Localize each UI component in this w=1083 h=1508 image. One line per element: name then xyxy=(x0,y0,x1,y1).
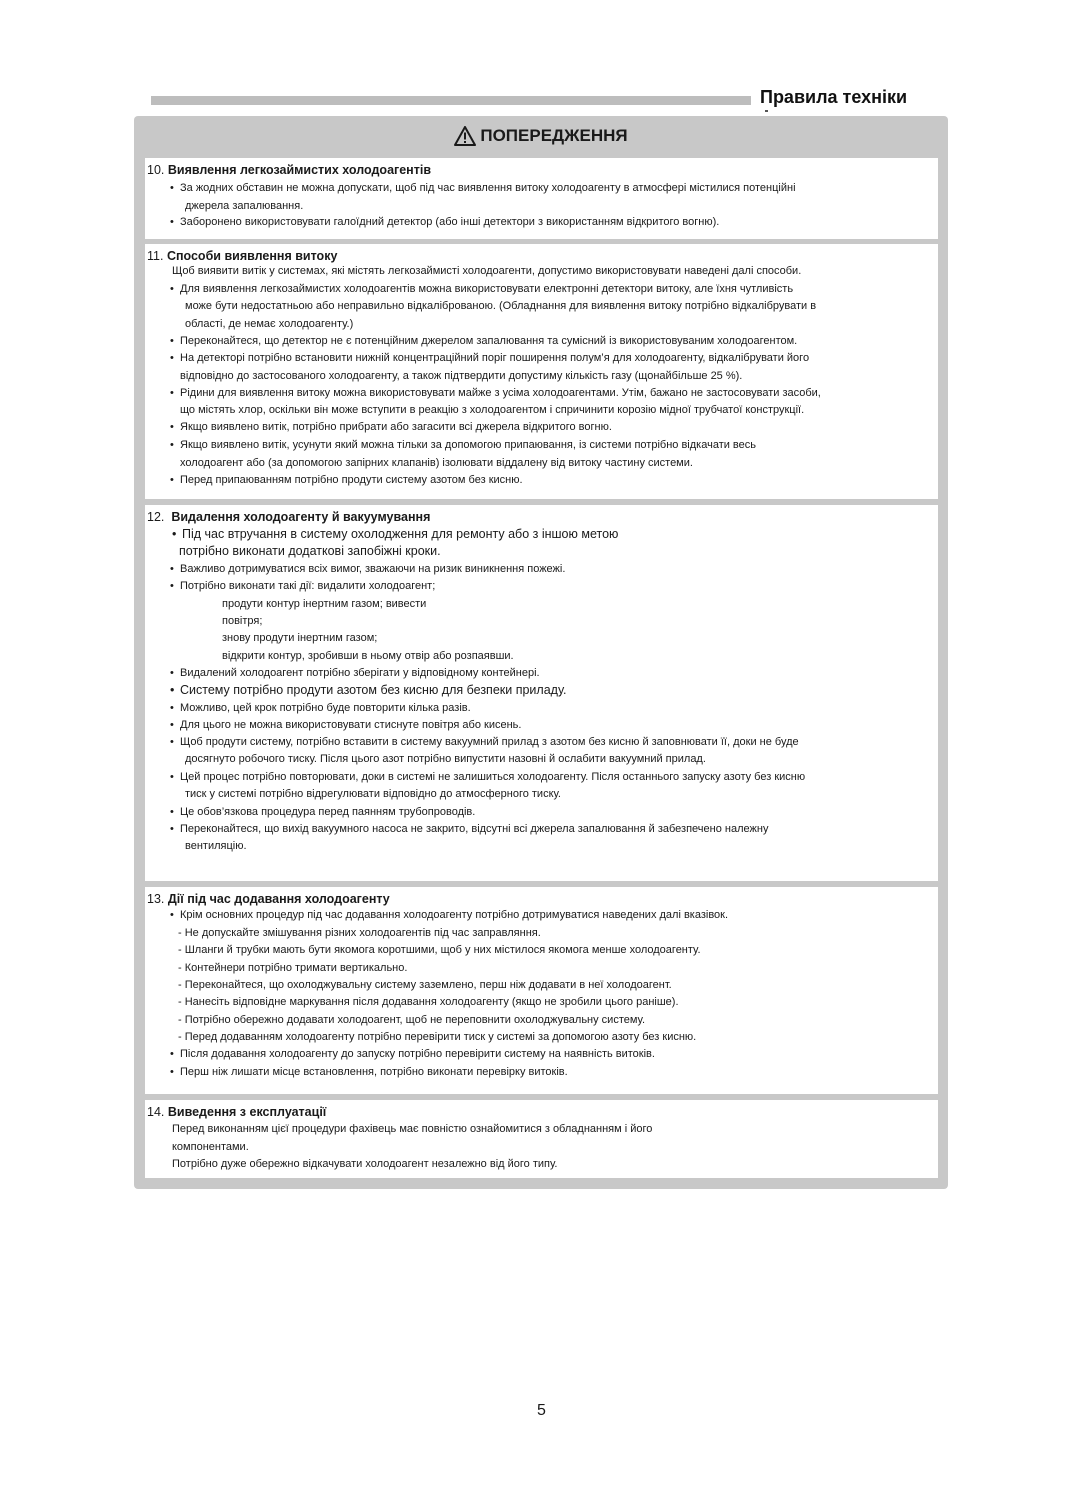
list-item-cont: джерела запалювання. xyxy=(185,200,304,212)
warning-title-text: ПОПЕРЕДЖЕННЯ xyxy=(480,126,628,145)
list-item: • Видалений холодоагент потрібно зберігати у відповідному контейнері. xyxy=(170,667,540,679)
list-item: • Якщо виявлено витік, усунути який можна тільки за допомогою припаювання, із системи потрібно відкачати весь xyxy=(170,439,757,451)
section-10 xyxy=(145,158,938,239)
list-item: • Якщо виявлено витік, потрібно прибрати або загасити всі джерела відкритого вогню. xyxy=(170,421,612,433)
list-item: • Перш ніж лишати місце встановлення, потрібно виконати перевірку витоків. xyxy=(170,1066,568,1078)
list-item: • Це обов’язкова процедура перед паянням трубопроводів. xyxy=(170,806,476,818)
sub-item: - Контейнери потрібно тримати вертикально. xyxy=(178,962,408,974)
header-title: Правила техніки xyxy=(760,87,908,107)
section-12 xyxy=(145,505,938,881)
list-item-cont: вентиляцію. xyxy=(185,840,247,852)
step-text: відкрити контур, зробивши в ньому отвір або розпаявши. xyxy=(222,650,514,662)
sub-item: - Не допускайте змішування різних холодоагентів під час заправляння. xyxy=(178,927,541,939)
page-number: 5 xyxy=(537,1402,546,1419)
list-item: • Переконайтеся, що детектор не є потенційним джерелом запалювання та сумісний із використовуваним холодоагентом. xyxy=(170,335,798,347)
list-item-cont: що містять хлор, оскільки він може вступити в реакцію з холодоагентом і спричинити корозію мідної трубчатої конструкції. xyxy=(180,404,805,416)
list-item: • На детекторі потрібно встановити нижній концентраційний поріг поширення полум’я для холодоагенту, відкалібрувати його xyxy=(170,352,810,364)
list-item: • Заборонено використовувати галоїдний детектор (або інші детектори з використанням відкритого вогню). xyxy=(170,216,720,228)
intro-text: Щоб виявити витік у системах, які містять легкозаймисті холодоагенти, допустимо використовувати наведені далі способи. xyxy=(172,265,802,277)
body-text: компонентами. xyxy=(172,1141,249,1153)
sub-item: - Потрібно обережно додавати холодоагент, щоб не переповнити охолоджувальну систему. xyxy=(178,1014,646,1026)
list-item: • Перед припаюванням потрібно продути систему азотом без кисню. xyxy=(170,474,523,486)
list-item-cont: відповідно до застосованого холодоагенту, а також підтвердити допустиму кількість газу (щонайбільше 25 %). xyxy=(180,370,743,382)
list-item: • Потрібно виконати такі дії: видалити холодоагент; xyxy=(170,580,436,592)
header-rule xyxy=(151,96,751,105)
list-item-cont: тиск у системі потрібно відрегулювати відповідно до атмосферного тиску. xyxy=(185,788,561,800)
list-item: • Після додавання холодоагенту до запуску потрібно перевірити систему на наявність витоків. xyxy=(170,1048,655,1060)
sub-item: - Переконайтеся, що охолоджувальну систему заземлено, перш ніж додавати в неї холодоагент. xyxy=(178,979,672,991)
section-13-title: 13. Дії під час додавання холодоагенту xyxy=(147,892,390,906)
sub-item: - Перед додаванням холодоагенту потрібно перевірити тиск у системі за допомогою азоту без кисню. xyxy=(178,1031,697,1043)
list-item: • Рідини для виявлення витоку можна використовувати майже з усіма холодоагентами. Утім, бажано не застосовувати засоби, xyxy=(170,387,821,399)
list-item: • Цей процес потрібно повторювати, доки в системі не залишиться холодоагенту. Після останнього запуску азоту без кисню xyxy=(170,771,806,783)
header-tick xyxy=(765,110,768,112)
list-item-cont: досягнуто робочого тиску. Після цього азот потрібно випустити назовні й ослабити вакуумний прилад. xyxy=(185,753,706,765)
section-14 xyxy=(145,1100,938,1178)
list-item: • Щоб продути систему, потрібно вставити в систему вакуумний прилад з азотом без кисню й заповнювати її, доки не буде xyxy=(170,736,799,748)
section-10-title: 10. Виявлення легкозаймистих холодоагентів xyxy=(147,163,432,177)
list-item-cont: області, де немає холодоагенту.) xyxy=(185,318,354,330)
list-item: • Під час втручання в систему охолодження для ремонту або з іншою метою xyxy=(172,527,619,541)
section-11-title: 11. Способи виявлення витоку xyxy=(147,249,338,263)
step-text: знову продути інертним газом; xyxy=(222,632,378,644)
list-item-cont: потрібно виконати додаткові запобіжні кроки. xyxy=(179,544,441,558)
section-14-title: 14. Виведення з експлуатації xyxy=(147,1105,327,1119)
list-item: • Для виявлення легкозаймистих холодоагентів можна використовувати електронні детектори витоку, але їхня чутливість xyxy=(170,283,794,295)
sub-item: - Нанесіть відповідне маркування після додавання холодоагенту (якщо не зробили цього раніше). xyxy=(178,996,679,1008)
list-item-cont: холодоагент або (за допомогою запірних клапанів) ізолювати віддалену від витоку частину системи. xyxy=(180,457,693,469)
warning-heading xyxy=(134,126,948,146)
list-item-cont: може бути недостатньою або неправильно відкаліброваною. (Обладнання для виявлення витоку потрібно відкалібрувати в xyxy=(185,300,817,312)
sub-item: - Шланги й трубки мають бути якомога коротшими, щоб у них містилося якомога менше холодоагенту. xyxy=(178,944,701,956)
step-text: повітря; xyxy=(222,615,263,627)
list-item: • Переконайтеся, що вихід вакуумного насоса не закрито, відсутні всі джерела запалювання й забезпечено належну xyxy=(170,823,769,835)
list-item: • Важливо дотримуватися всіх вимог, зважаючи на ризик виникнення пожежі. xyxy=(170,563,566,575)
list-item: • Для цього не можна використовувати стиснуте повітря або кисень. xyxy=(170,719,522,731)
body-text: Перед виконанням цієї процедури фахівець має повністю ознайомитися з обладнанням і його xyxy=(172,1123,653,1135)
section-12-title: 12. Видалення холодоагенту й вакуумування xyxy=(147,510,431,524)
section-11 xyxy=(145,244,938,499)
step-text: продути контур інертним газом; вивести xyxy=(222,598,427,610)
warning-triangle-icon xyxy=(454,126,476,146)
body-text: Потрібно дуже обережно відкачувати холодоагент незалежно від його типу. xyxy=(172,1158,558,1170)
list-item: • Можливо, цей крок потрібно буде повторити кілька разів. xyxy=(170,702,471,714)
section-13 xyxy=(145,887,938,1094)
list-item: • Крім основних процедур під час додавання холодоагенту потрібно дотримуватися наведених далі вказівок. xyxy=(170,909,729,921)
list-item: • За жодних обставин не можна допускати, щоб під час виявлення витоку холодоагенту в атмосфері містилися потенційні xyxy=(170,182,796,194)
list-item: • Систему потрібно продути азотом без кисню для безпеки приладу. xyxy=(170,683,567,697)
